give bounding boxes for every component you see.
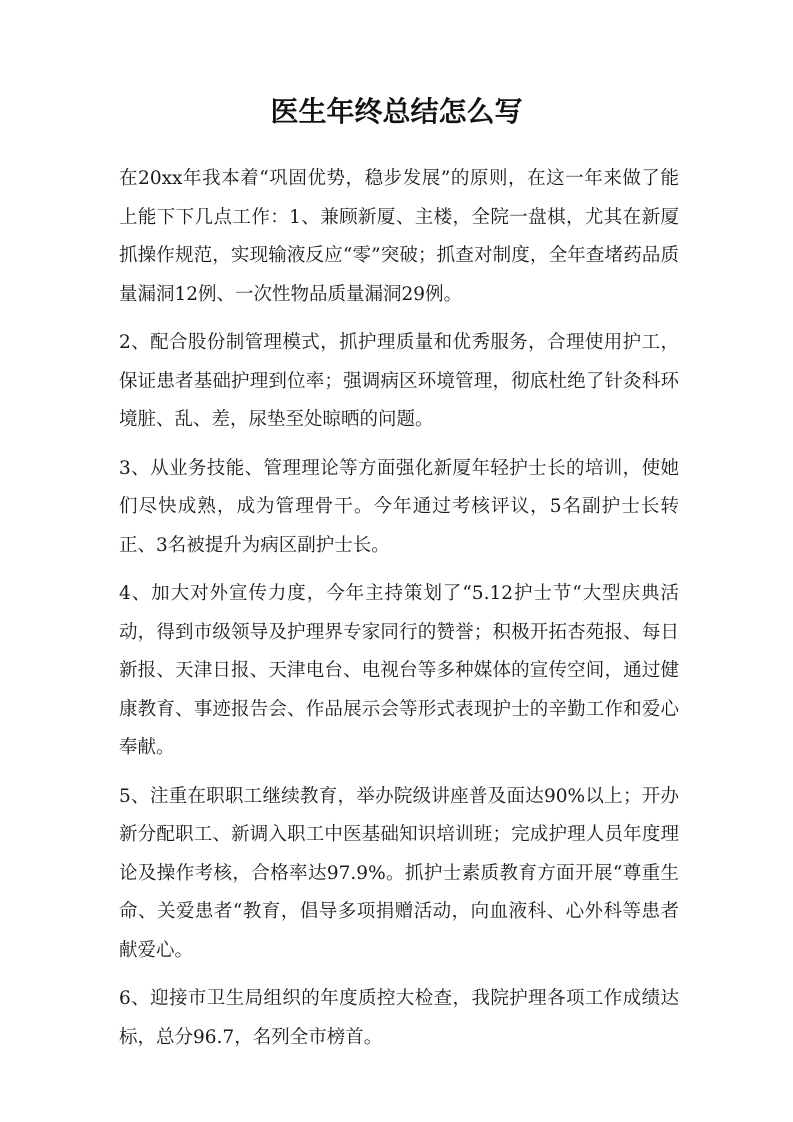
paragraph: 6、迎接市卫生局组织的年度质控大检查，我院护理各项工作成绩达标，总分96.7，名列全市榜首。: [119, 988, 679, 1048]
paragraph: 2、配合股份制管理模式，抓护理质量和优秀服务，合理使用护工，保证患者基础护理到位率；强调病区环境管理，彻底杜绝了针灸科环境脏、乱、差，尿垫至处晾晒的问题。: [119, 332, 679, 430]
paragraph: 4、加大对外宣传力度，今年主持策划了“5.12护士节“大型庆典活动，得到市级领导及护理界专家同行的赞誉；积极开拓杏苑报、每日新报、天津日报、天津电台、电视台等多种媒体的宣传空间，通过健康教育、事迹报告会、作品展示会等形式表现护士的辛勤工作和爱心奉献。: [119, 583, 679, 758]
document-body: [119, 160, 679, 1067]
document-title: 医生年终总结怎么写: [270, 95, 523, 128]
paragraph: 5、注重在职职工继续教育，举办院级讲座普及面达90%以上；开办新分配职工、新调入职工中医基础知识培训班；完成护理人员年度理论及操作考核，合格率达97.9%。抓护士素质教育方面开展“尊重生命、关爱患者“教育，倡导多项捐赠活动，向血液科、心外科等患者献爱心。: [119, 785, 679, 961]
paragraph: 3、从业务技能、管理理论等方面强化新厦年轻护士长的培训，使她们尽快成熟，成为管理骨干。今年通过考核评议，5名副护士长转正、3名被提升为病区副护士长。: [119, 457, 679, 556]
paragraph: 在20xx年我本着“巩固优势，稳步发展”的原则，在这一年来做了能上能下下几点工作：1、兼顾新厦、主楼，全院一盘棋，尤其在新厦抓操作规范，实现输液反应“零”突破；抓查对制度，全年查堵药品质量漏洞12例、一次性物品质量漏洞29例。: [119, 168, 679, 305]
